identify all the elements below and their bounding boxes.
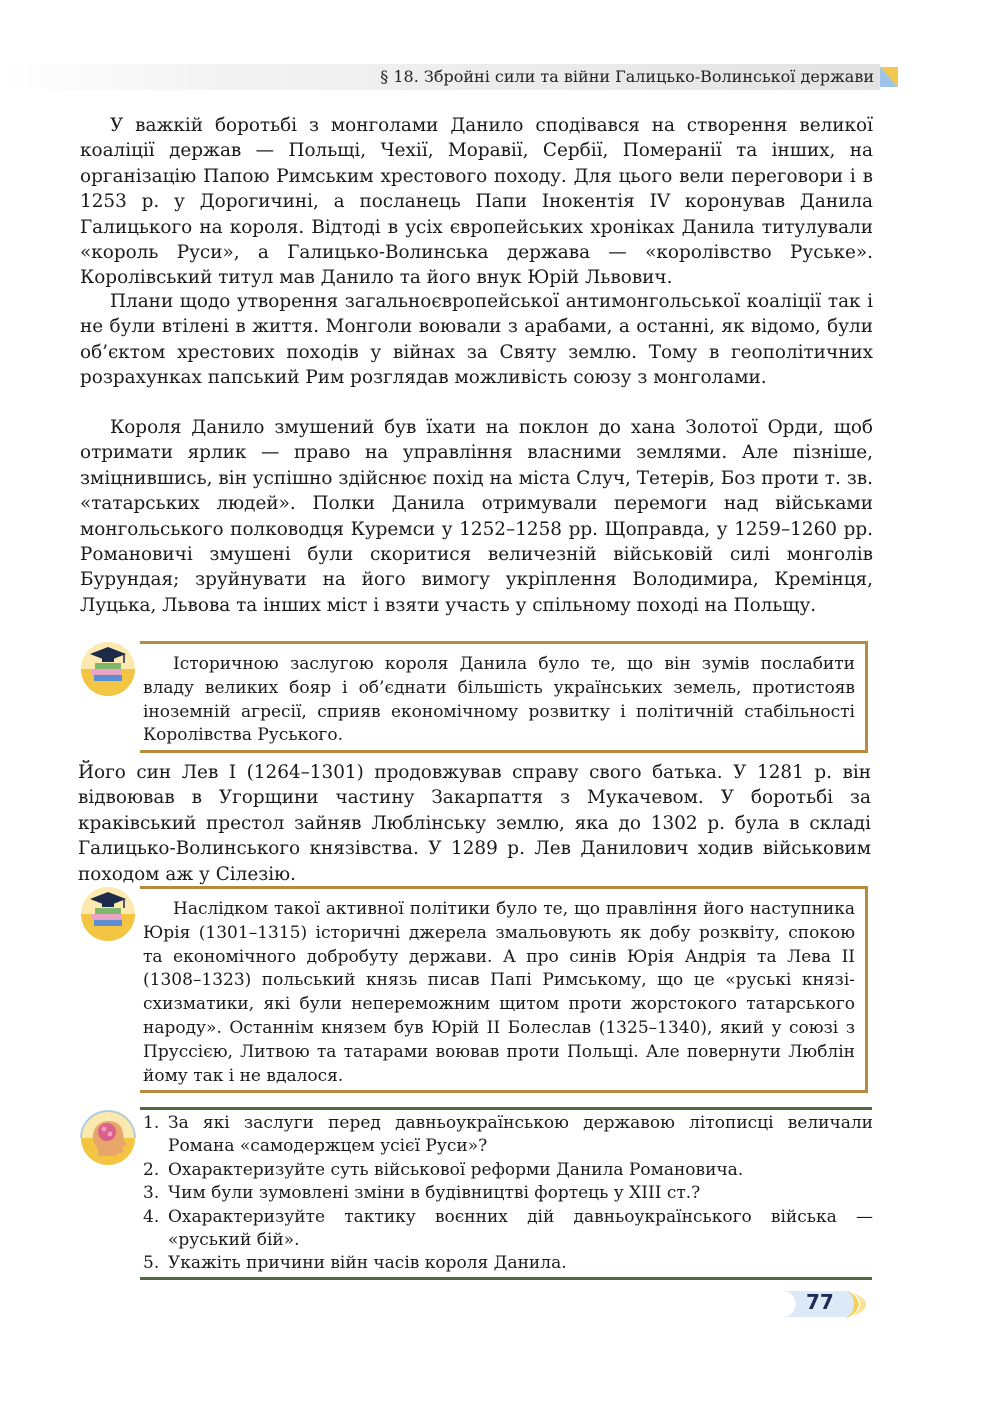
page-number: 77	[806, 1290, 834, 1314]
highlight-box-1-text: Історичною заслугою короля Данила було те, що він зумів послабити владу великих бояр і об’єднати більшість українських земель, протистояв іноземній агресії, сприяв економічному розвитку і політичній стабільності Королівства Руського.	[143, 654, 855, 746]
question-item: 4. Охарактеризуйте тактику воєнних дій давньоукраїнського війська — «руський бій».	[143, 1206, 873, 1250]
highlight-box-2	[140, 886, 868, 1093]
page-number-badge	[782, 1285, 868, 1323]
paragraph-4: Його син Лев І (1264–1301) продовжував справу свого батька. У 1281 р. він відвоював в Угорщини частину Закарпаття з Мукачевом. У боротьбі за краківський престол зайняв Люблінську землю, яка до 1302 р. була в складі Галицько-Волинського князівства. У 1289 р. Лев Данилович ходив військовим походом аж у Сілезію.	[78, 762, 871, 885]
question-item: 5. Укажіть причини війн часів короля Данила.	[143, 1253, 567, 1273]
highlight-box-1	[140, 641, 868, 753]
running-header-title: § 18. Збройні сили та війни Галицько-Волинської держави	[380, 67, 874, 86]
question-item: 2. Охарактеризуйте суть військової реформи Данила Романовича.	[143, 1159, 744, 1180]
books-graduation-cap-icon	[80, 886, 136, 942]
paragraph-1: У важкій боротьбі з монголами Данило сподівався на створення великої коаліції держав — Польщі, Чехії, Моравії, Сербії, Померанії та інших, на організацію Папою Римським хрестового походу. Для цього вели переговори і в 1253 р. у Дорогичині, а посланець Папи Інокентія IV коронував Данила Галицького на короля. Відтоді в усіх європейських хроніках Данила титулували «король Руси», а Галицько-Волинська держава — «королівство Руське». Королівський титул мав Данило та його внук Юрій Львович.	[80, 115, 873, 289]
question-item: 3. Чим були зумовлені зміни в будівництві фортець у XIII ст.?	[143, 1183, 701, 1203]
header-corner-decoration	[880, 67, 898, 87]
question-item: 1. За які заслуги перед давньоукраїнською державою літописці величали Романа «самодержцем усієї Руси»?	[143, 1113, 873, 1156]
review-questions-list	[143, 1112, 873, 1276]
paragraph-3: Короля Данило змушений був їхати на поклон до хана Золотої Орди, щоб отримати ярлик — право на управління власними землями. Але пізніше, зміцнившись, він успішно здійснює похід на міста Случ, Тетерів, Боз проти т. зв. «татарських людей». Полки Данила отримували перемоги над військами монгольського полководця Куремси у 1252–1258 рр. Щоправда, у 1259–1260 рр. Романовичі змушені були скоритися величезній військовій силі монголів Бурундая; зруйнувати на його вимогу укріплення Володимира, Кремінця, Луцька, Львова та інших міст і взяти участь у спільному поході на Польщу.	[80, 417, 873, 616]
questions-bottom-rule	[140, 1277, 872, 1280]
head-brain-icon	[80, 1110, 136, 1166]
highlight-box-2-text: Наслідком такої активної політики було те, що правління його наступника Юрія (1301–1315) історичні джерела змальовують як добу розквіту, спокою та економічного добробуту держави. А про синів Юрія Андрія та Лева II (1308–1323) польський князь писав Папі Римському, що це «руські князі-схизматики, які були непереможним щитом проти жорстокого татарського народу». Останнім князем був Юрій II Болеслав (1325–1340), який у союзі з Пруссією, Литвою та татарами воював проти Польщі. Але повернути Люблін йому так і не вдалося.	[143, 899, 855, 1086]
books-graduation-cap-icon	[80, 641, 136, 697]
paragraph-2: Плани щодо утворення загальноєвропейської антимонгольської коаліції так і не були втілені в життя. Монголи воювали з арабами, а останні, як відомо, були об’єктом хрестових походів у війнах за Святу землю. Тому в геополітичних розрахунках папський Рим розглядав можливість союзу з монголами.	[80, 291, 873, 389]
questions-top-rule	[140, 1107, 872, 1110]
